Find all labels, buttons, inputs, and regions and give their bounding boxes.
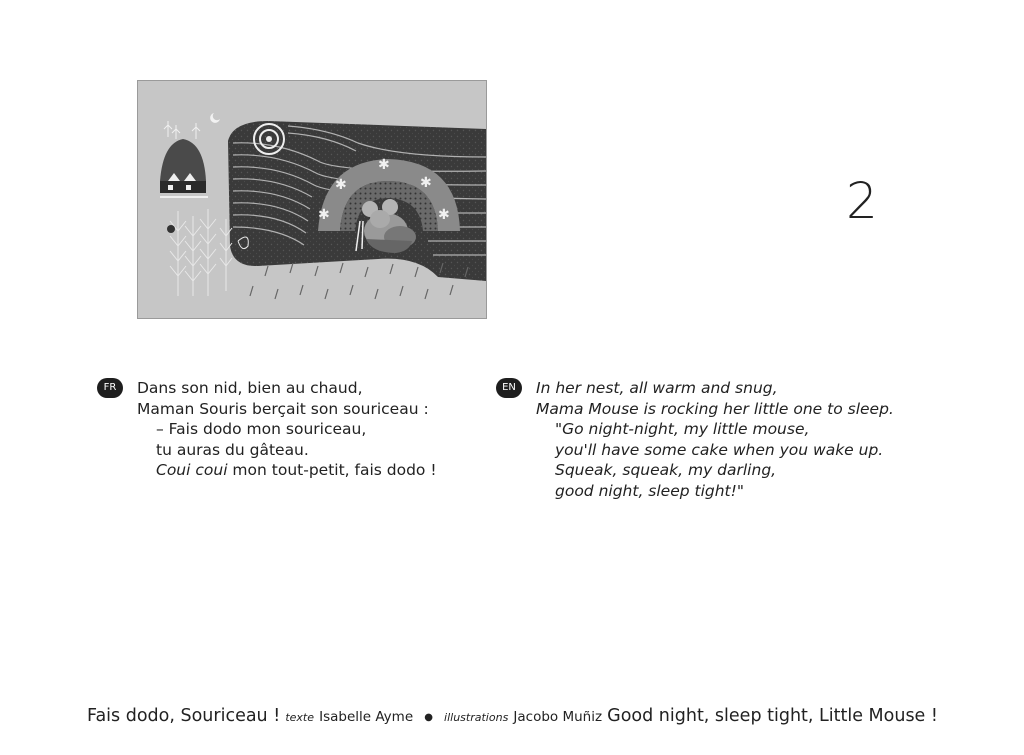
svg-text:✱: ✱ xyxy=(335,177,347,193)
book-title-en: Good night, sleep tight, Little Mouse ! xyxy=(607,706,938,726)
fr-verse-line: – Fais dodo mon souriceau, xyxy=(156,420,367,439)
mouse-nest-illustration xyxy=(137,80,487,319)
svg-text:✱: ✱ xyxy=(318,207,330,223)
fr-verse xyxy=(137,378,437,481)
svg-text:✱: ✱ xyxy=(438,207,450,223)
fr-verse-line: tu auras du gâteau. xyxy=(156,440,309,459)
en-verse-line: "Go night-night, my little mouse, xyxy=(555,420,810,439)
svg-text:✱: ✱ xyxy=(420,175,432,191)
footer-credits xyxy=(87,706,938,726)
en-verse xyxy=(536,378,894,502)
author-name: Isabelle Ayme xyxy=(319,709,414,725)
page-number: 2 xyxy=(846,172,878,230)
illustrator-name: Jacobo Muñiz xyxy=(513,709,603,725)
fr-verse-line-end: mon tout-petit, fais dodo ! xyxy=(227,461,437,480)
fr-verse-emphasis: Coui coui xyxy=(156,461,228,480)
en-verse-line: Mama Mouse is rocking her little one to sleep. xyxy=(536,399,894,418)
fr-verse-line: Maman Souris berçait son souriceau : xyxy=(137,399,429,418)
svg-text:✱: ✱ xyxy=(378,157,390,173)
en-verse-line: good night, sleep tight!" xyxy=(555,481,744,500)
text-credit-label: texte xyxy=(285,711,314,724)
book-title-fr: Fais dodo, Souriceau ! xyxy=(87,706,281,726)
en-verse-line: Squeak, squeak, my darling, xyxy=(555,461,777,480)
fr-verse-line xyxy=(137,460,437,481)
fr-language-badge: FR xyxy=(97,378,123,398)
en-language-badge: EN xyxy=(496,378,522,398)
fr-verse-line: Dans son nid, bien au chaud, xyxy=(137,379,363,397)
en-verse-line: you'll have some cake when you wake up. xyxy=(555,440,884,459)
illustrations-credit-label: illustrations xyxy=(444,711,509,724)
en-verse-line: In her nest, all warm and snug, xyxy=(536,379,778,397)
separator-dot-icon: ● xyxy=(424,712,433,723)
